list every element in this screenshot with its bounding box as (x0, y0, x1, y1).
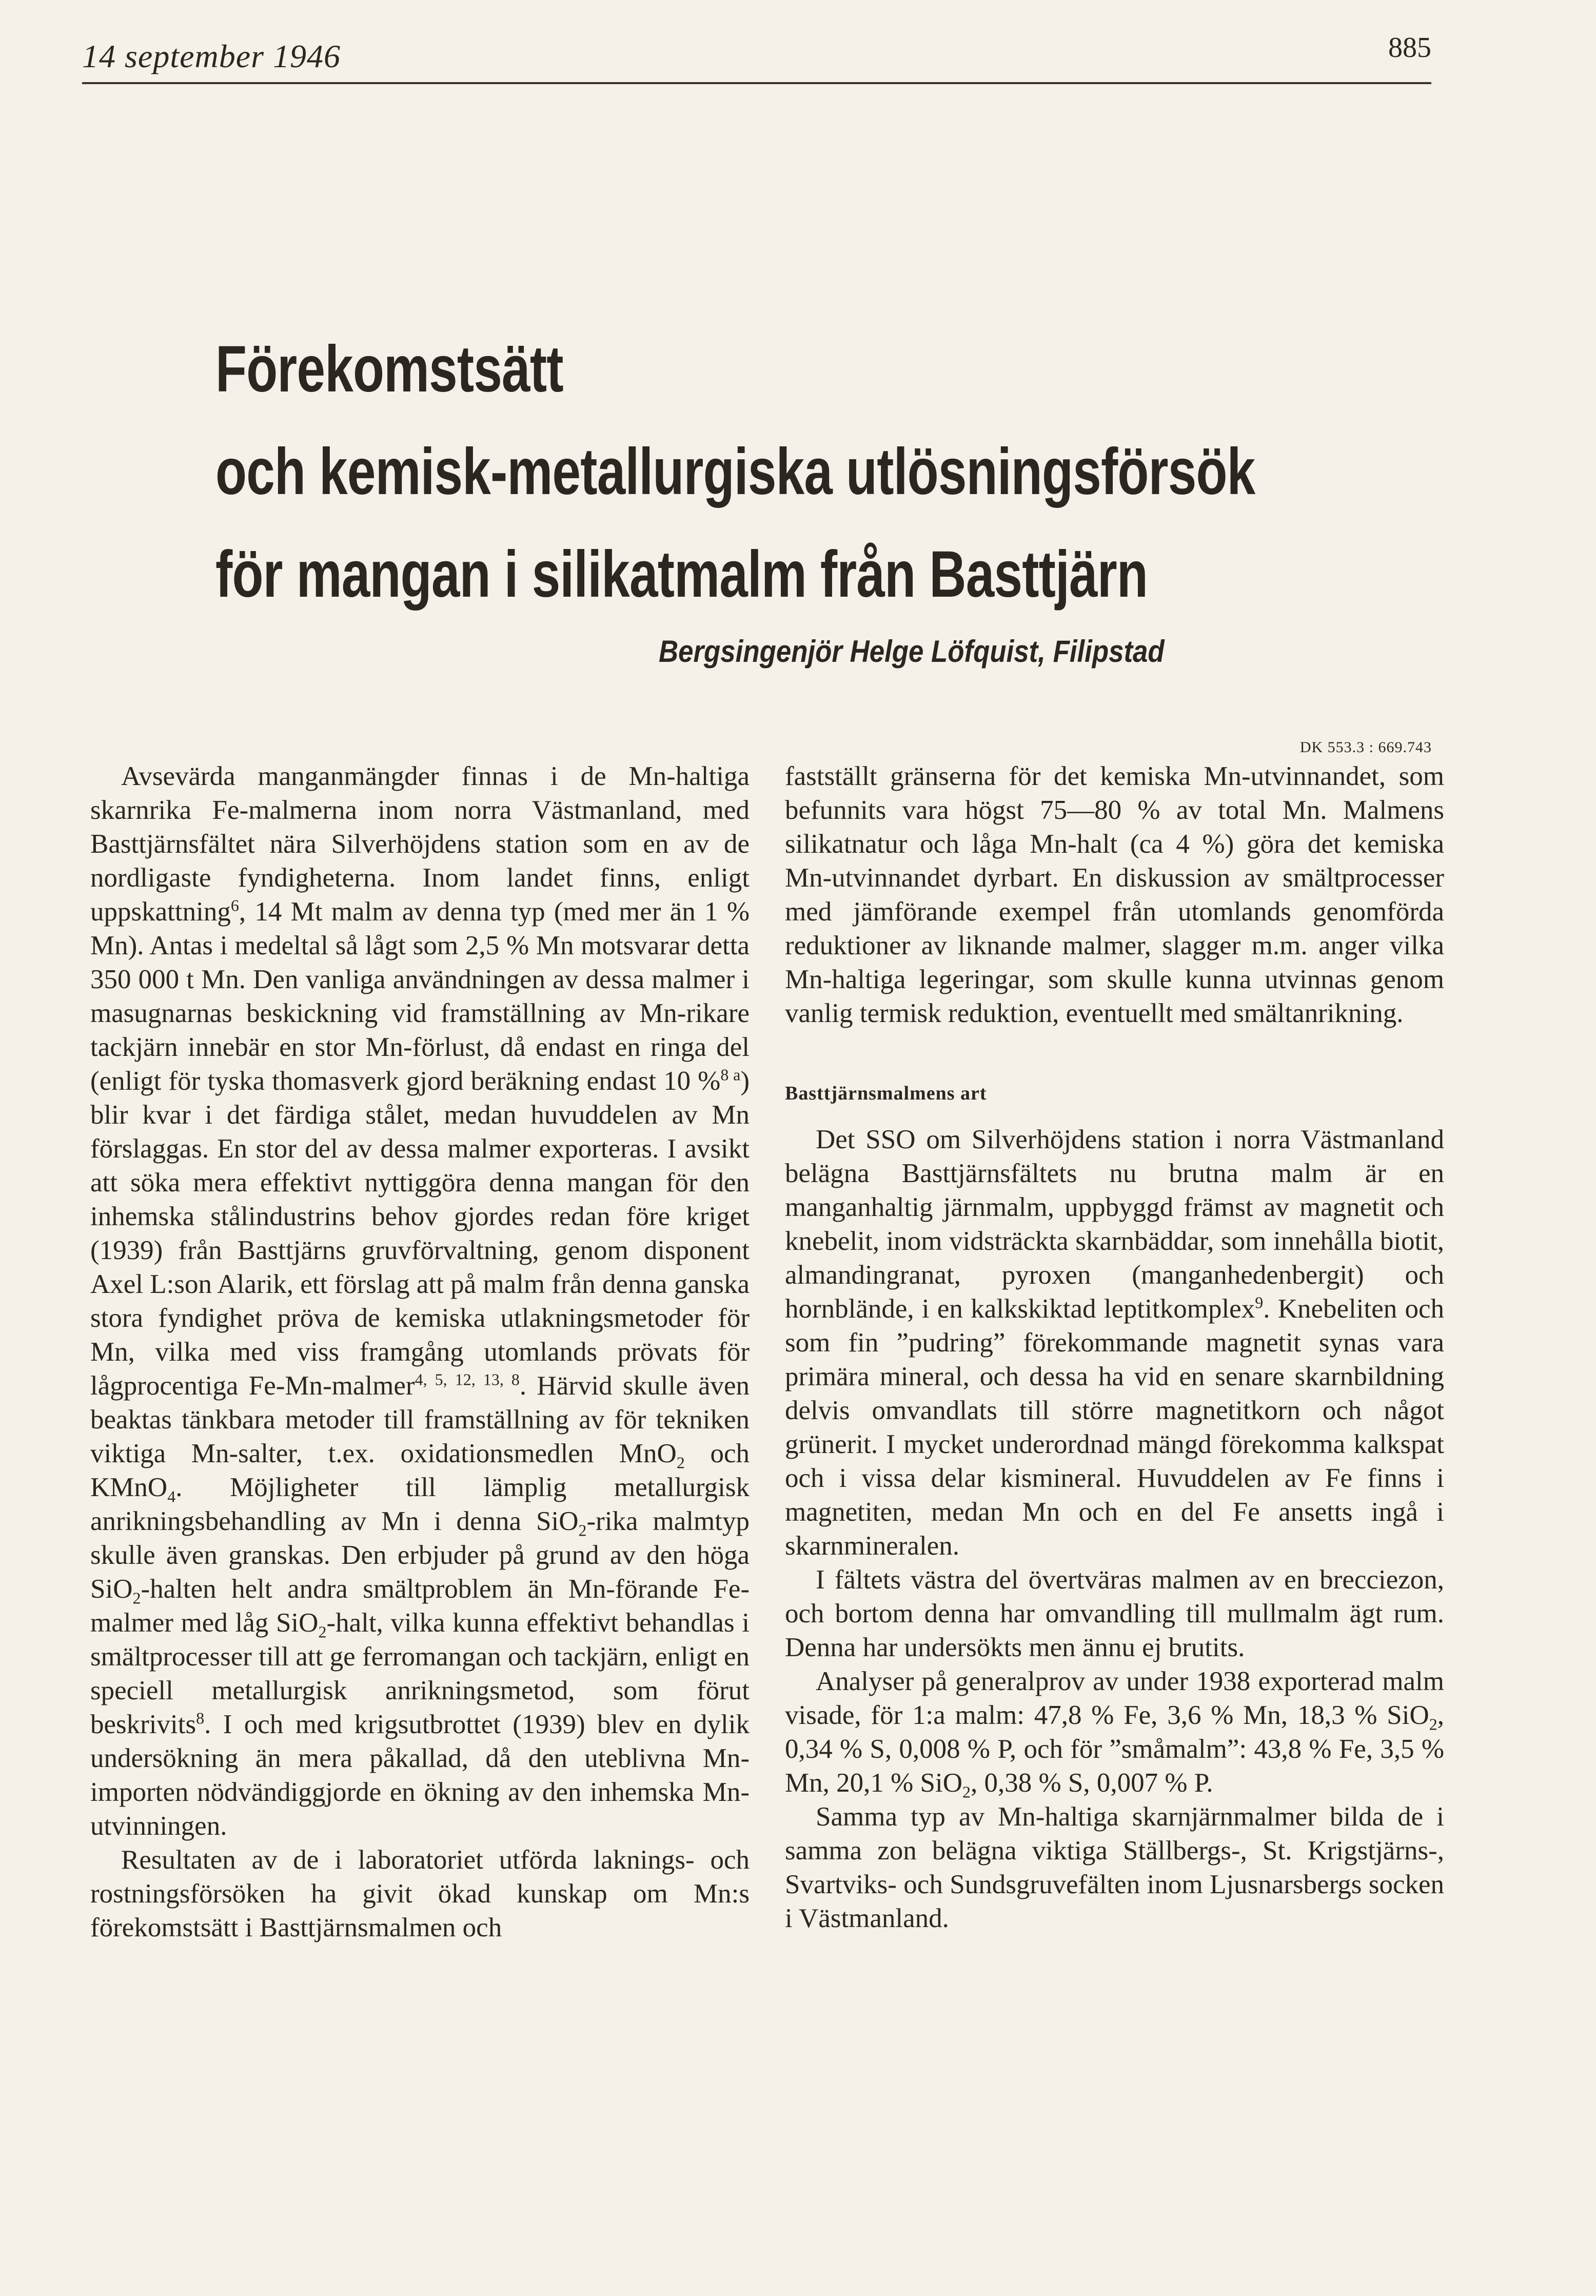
page-number: 885 (1388, 32, 1431, 64)
article-title (215, 318, 1255, 626)
title-line-2: och kemisk-metallurgiska utlösningsförsök (215, 435, 1255, 508)
header-rule (82, 82, 1431, 84)
issue-date: 14 september 1946 (82, 38, 341, 74)
paragraph: Det SSO om Silverhöjdens station i norra Västmanland belägna Basttjärnsfältets nu brutna malm är en manganhaltig järnmalm, uppbyggd främst av magnetit och knebelit, inom vidsträckta skarnbäddar, som innehålla biotit, almandingranat, pyroxen (manganhedenbergit) och hornblände, i en kalkskiktad leptitkomplex$^9$. Knebeliten och som fin ”pudring” förekommande magnetit synas vara primära mineral, och dessa ha vid en senare skarnbildning delvis omvandlats till större magnetitkorn och något grünerit. I mycket underordnad mängd förekomma kalkspat och i vissa delar kismineral. Huvuddelen av Fe finns i magnetiten, medan Mn och en del Fe ansetts ingå i skarnmineralen. (785, 1125, 1445, 1561)
running-header (82, 28, 1431, 90)
author-byline: Bergsingenjör Helge Löfquist, Filipstad (659, 634, 1165, 669)
paragraph: Resultaten av de i laboratoriet utförda laknings- och rostningsförsöken ha givit ökad kunskap om Mn:s förekomstsätt i Basttjärnsmalmen och (90, 1845, 750, 1942)
title-line-3: för mangan i silikatmalm från Basttjärn (215, 538, 1148, 611)
paragraph: Avsevärda manganmängder finnas i de Mn-haltiga skarnrika Fe-malmerna inom norra Västmanland, med Basttjärnsfältet nära Silverhöjdens station som en av de nordligaste fyndigheterna. Inom landet finns, enligt uppskattning$^6$, 14 Mt malm av denna typ (med mer än 1 % Mn). Antas i medeltal så lågt som 2,5 % Mn motsvarar detta 350 000 t Mn. Den vanliga användningen av dessa malmer i masugnarnas beskickning vid framställning av Mn-rikare tackjärn innebär en stor Mn-förlust, då endast en ringa del (enligt för tyska thomasverk gjord beräkning endast 10 %$^{8 a}$) blir kvar i det färdiga stålet, medan huvuddelen av Mn förslaggas. En stor del av dessa malmer exporteras. I avsikt att söka mera effektivt nyttiggöra denna mangan för den inhemska stålindustrins behov gjordes redan före kriget (1939) från Basttjärns gruvförvaltning, genom disponent Axel L:son Alarik, ett förslag att på malm från denna ganska stora fyndighet pröva de kemiska utlakningsmetoder för Mn, vilka med viss framgång utomlands prövats för lågprocentiga Fe-Mn-malmer$^{4, 5, 12, 13, 8}$. Härvid skulle även beaktas tänkbara metoder till framställning av för tekniken viktiga Mn-salter, t.ex. oxidationsmedlen MnO$_2$ och KMnO$_4$. Möjligheter till lämplig metallurgisk anrikningsbehandling av Mn i denna SiO$_2$-rika malmtyp skulle även granskas. Den erbjuder på grund av den höga SiO$_2$-halten helt andra smältproblem än Mn-förande Fe-malmer med låg SiO$_2$-halt, vilka kunna effektivt behandlas i smältprocesser till att ge ferromangan och tackjärn, enligt en speciell metallurgisk anrikningsmetod, som förut beskrivits$^8$. I och med krigsutbrottet (1939) blev en dylik undersökning än mera påkallad, då den uteblivna Mn-importen nödvändiggjorde en ökning av den inhemska Mn-utvinningen. (90, 761, 750, 1841)
paragraph: Analyser på generalprov av under 1938 exporterad malm visade, för 1:a malm: 47,8 % Fe, 3,6 % Mn, 18,3 % SiO$_2$, 0,34 % S, 0,008 % P, och för ”småmalm”: 43,8 % Fe, 3,5 % Mn, 20,1 % SiO$_2$, 0,38 % S, 0,007 % P. (785, 1666, 1444, 1801)
classification-code: DK 553.3 : 669.743 (1299, 739, 1432, 756)
paragraph: I fältets västra del övertväras malmen av en brecciezon, och bortom denna har omvandling till mullmalm ägt rum. Denna har undersökts men ännu ej brutits. (785, 1565, 1444, 1662)
section-heading: Basttjärnsmalmens art (785, 1083, 987, 1104)
title-line-1: Förekomstsätt (215, 332, 563, 406)
paragraph: Samma typ av Mn-haltiga skarnjärnmalmer bilda de i samma zon belägna viktiga Ställbergs-, St. Krigstjärns-, Svartviks- och Sundsgruvefälten inom Ljusnarsbergs socken i Västmanland. (785, 1802, 1444, 1933)
paragraph: fastställt gränserna för det kemiska Mn-utvinnandet, som befunnits vara högst 75—80 % av total Mn. Malmens silikatnatur och låga Mn-halt (ca 4 %) göra det kemiska Mn-utvinnandet dyrbart. En diskussion av smältprocesser med jämförande exempel från utomlands genomförda reduktioner av liknande malmer, slagger m.m. anger vilka Mn-haltiga legeringar, som skulle kunna utvinnas genom vanlig termisk reduktion, eventuellt med smältanrikning. (785, 761, 1444, 1028)
left-column (90, 759, 750, 1945)
right-column (785, 759, 1444, 1935)
